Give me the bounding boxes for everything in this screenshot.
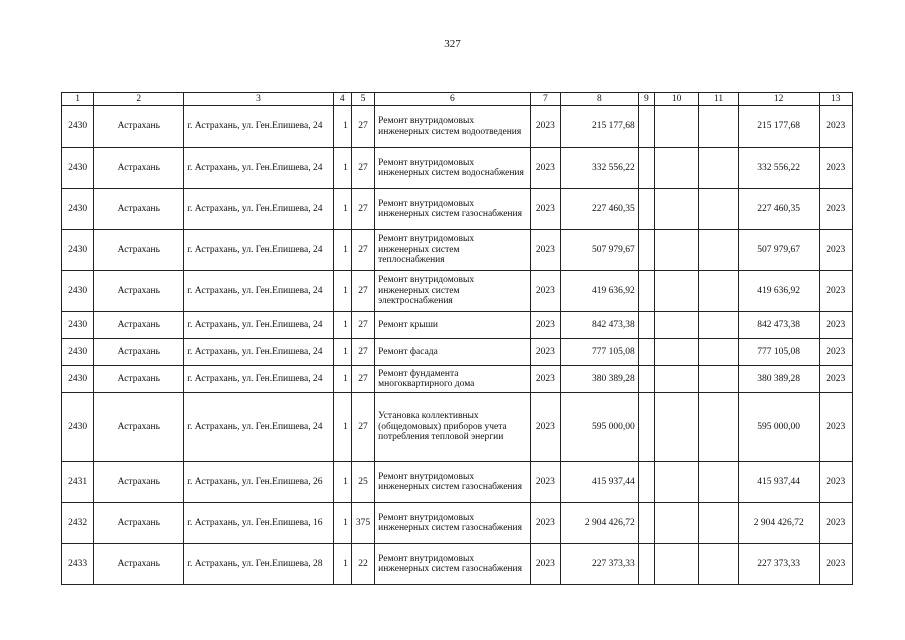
col4-cell: 1 [333,393,351,462]
total-cell: 227 460,35 [738,189,819,230]
column-header-3: 3 [184,93,334,106]
amount-cell: 215 177,68 [560,106,638,148]
end-year-cell: 2023 [819,106,852,148]
city-cell: Астрахань [94,339,184,366]
col5-cell: 22 [351,544,374,585]
work-type-cell: Ремонт внутридомовых инженерных систем теплоснабжения [375,230,531,271]
col4-cell: 1 [333,503,351,544]
amount-cell: 380 389,28 [560,366,638,393]
year-cell: 2023 [530,462,560,503]
work-type-cell: Ремонт внутридомовых инженерных систем водоснабжения [375,148,531,189]
year-cell: 2023 [530,503,560,544]
work-type-cell: Ремонт внутридомовых инженерных систем газоснабжения [375,503,531,544]
col9-cell [638,544,654,585]
column-header-4: 4 [333,93,351,106]
address-cell: г. Астрахань, ул. Ген.Епишева, 24 [184,189,334,230]
col5-cell: 27 [351,366,374,393]
row-id: 2430 [62,148,94,189]
city-cell: Астрахань [94,312,184,339]
col11-cell [699,230,738,271]
amount-cell: 777 105,08 [560,339,638,366]
amount-cell: 415 937,44 [560,462,638,503]
work-type-cell: Ремонт внутридомовых инженерных систем газоснабжения [375,462,531,503]
table-row [62,393,853,462]
total-cell: 419 636,92 [738,271,819,312]
col10-cell [654,339,698,366]
year-cell: 2023 [530,366,560,393]
city-cell: Астрахань [94,462,184,503]
col10-cell [654,393,698,462]
year-cell: 2023 [530,271,560,312]
total-cell: 2 904 426,72 [738,503,819,544]
address-cell: г. Астрахань, ул. Ген.Епишева, 24 [184,339,334,366]
end-year-cell: 2023 [819,366,852,393]
registry-table [61,92,853,585]
column-header-1: 1 [62,93,94,106]
total-cell: 215 177,68 [738,106,819,148]
year-cell: 2023 [530,339,560,366]
total-cell: 227 373,33 [738,544,819,585]
col11-cell [699,339,738,366]
work-type-cell: Ремонт внутридомовых инженерных систем газоснабжения [375,189,531,230]
col11-cell [699,106,738,148]
table-row [62,189,853,230]
amount-cell: 842 473,38 [560,312,638,339]
col5-cell: 25 [351,462,374,503]
page-number: 327 [444,38,461,50]
city-cell: Астрахань [94,106,184,148]
amount-cell: 419 636,92 [560,271,638,312]
col4-cell: 1 [333,271,351,312]
table-row [62,503,853,544]
table-row [62,544,853,585]
address-cell: г. Астрахань, ул. Ген.Епишева, 28 [184,544,334,585]
year-cell: 2023 [530,544,560,585]
column-header-6: 6 [375,93,531,106]
col11-cell [699,271,738,312]
col9-cell [638,189,654,230]
col4-cell: 1 [333,339,351,366]
row-id: 2430 [62,189,94,230]
year-cell: 2023 [530,312,560,339]
total-cell: 415 937,44 [738,462,819,503]
table-row [62,106,853,148]
city-cell: Астрахань [94,544,184,585]
work-type-cell: Ремонт внутридомовых инженерных систем газоснабжения [375,544,531,585]
row-id: 2431 [62,462,94,503]
col5-cell: 27 [351,312,374,339]
col4-cell: 1 [333,462,351,503]
column-header-5: 5 [351,93,374,106]
col10-cell [654,271,698,312]
table-row [62,230,853,271]
table-row [62,462,853,503]
total-cell: 380 389,28 [738,366,819,393]
work-type-cell: Установка коллективных (общедомовых) приборов учета потребления тепловой энергии [375,393,531,462]
col5-cell: 27 [351,230,374,271]
total-cell: 507 979,67 [738,230,819,271]
col4-cell: 1 [333,148,351,189]
table-row [62,312,853,339]
table-body [62,106,853,585]
address-cell: г. Астрахань, ул. Ген.Епишева, 24 [184,148,334,189]
col4-cell: 1 [333,189,351,230]
col4-cell: 1 [333,312,351,339]
col9-cell [638,148,654,189]
col9-cell [638,462,654,503]
end-year-cell: 2023 [819,148,852,189]
amount-cell: 227 460,35 [560,189,638,230]
total-cell: 842 473,38 [738,312,819,339]
column-header-11: 11 [699,93,738,106]
row-id: 2433 [62,544,94,585]
header-row [62,93,853,106]
city-cell: Астрахань [94,230,184,271]
col4-cell: 1 [333,230,351,271]
col9-cell [638,339,654,366]
amount-cell: 2 904 426,72 [560,503,638,544]
col9-cell [638,312,654,339]
column-header-12: 12 [738,93,819,106]
end-year-cell: 2023 [819,189,852,230]
col5-cell: 27 [351,393,374,462]
work-type-cell: Ремонт фасада [375,339,531,366]
end-year-cell: 2023 [819,312,852,339]
col10-cell [654,462,698,503]
col10-cell [654,312,698,339]
col5-cell: 27 [351,339,374,366]
col10-cell [654,230,698,271]
year-cell: 2023 [530,189,560,230]
amount-cell: 507 979,67 [560,230,638,271]
col11-cell [699,366,738,393]
address-cell: г. Астрахань, ул. Ген.Епишева, 26 [184,462,334,503]
column-header-10: 10 [654,93,698,106]
col10-cell [654,503,698,544]
column-header-2: 2 [94,93,184,106]
amount-cell: 227 373,33 [560,544,638,585]
col4-cell: 1 [333,366,351,393]
row-id: 2430 [62,106,94,148]
col11-cell [699,503,738,544]
col9-cell [638,271,654,312]
col10-cell [654,148,698,189]
col11-cell [699,189,738,230]
address-cell: г. Астрахань, ул. Ген.Епишева, 24 [184,106,334,148]
end-year-cell: 2023 [819,544,852,585]
end-year-cell: 2023 [819,230,852,271]
col4-cell: 1 [333,106,351,148]
col5-cell: 27 [351,106,374,148]
col11-cell [699,393,738,462]
address-cell: г. Астрахань, ул. Ген.Епишева, 24 [184,230,334,271]
total-cell: 595 000,00 [738,393,819,462]
table-row [62,366,853,393]
year-cell: 2023 [530,106,560,148]
work-type-cell: Ремонт внутридомовых инженерных систем электроснабжения [375,271,531,312]
col5-cell: 27 [351,271,374,312]
work-type-cell: Ремонт внутридомовых инженерных систем водоотведения [375,106,531,148]
row-id: 2430 [62,312,94,339]
year-cell: 2023 [530,230,560,271]
col10-cell [654,106,698,148]
col10-cell [654,189,698,230]
column-header-9: 9 [638,93,654,106]
row-id: 2432 [62,503,94,544]
col9-cell [638,230,654,271]
total-cell: 332 556,22 [738,148,819,189]
row-id: 2430 [62,339,94,366]
year-cell: 2023 [530,148,560,189]
row-id: 2430 [62,230,94,271]
city-cell: Астрахань [94,503,184,544]
amount-cell: 332 556,22 [560,148,638,189]
col10-cell [654,366,698,393]
address-cell: г. Астрахань, ул. Ген.Епишева, 24 [184,366,334,393]
col9-cell [638,106,654,148]
total-cell: 777 105,08 [738,339,819,366]
year-cell: 2023 [530,393,560,462]
end-year-cell: 2023 [819,462,852,503]
end-year-cell: 2023 [819,339,852,366]
address-cell: г. Астрахань, ул. Ген.Епишева, 24 [184,393,334,462]
address-cell: г. Астрахань, ул. Ген.Епишева, 16 [184,503,334,544]
city-cell: Астрахань [94,148,184,189]
city-cell: Астрахань [94,366,184,393]
col9-cell [638,503,654,544]
column-header-8: 8 [560,93,638,106]
amount-cell: 595 000,00 [560,393,638,462]
table-row [62,271,853,312]
col9-cell [638,366,654,393]
city-cell: Астрахань [94,393,184,462]
table-row [62,339,853,366]
address-cell: г. Астрахань, ул. Ген.Епишева, 24 [184,271,334,312]
end-year-cell: 2023 [819,393,852,462]
col5-cell: 375 [351,503,374,544]
city-cell: Астрахань [94,189,184,230]
col11-cell [699,148,738,189]
end-year-cell: 2023 [819,271,852,312]
col4-cell: 1 [333,544,351,585]
end-year-cell: 2023 [819,503,852,544]
row-id: 2430 [62,393,94,462]
col9-cell [638,393,654,462]
table-row [62,148,853,189]
work-type-cell: Ремонт фундамента многоквартирного дома [375,366,531,393]
col5-cell: 27 [351,148,374,189]
col11-cell [699,462,738,503]
row-id: 2430 [62,271,94,312]
column-header-7: 7 [530,93,560,106]
address-cell: г. Астрахань, ул. Ген.Епишева, 24 [184,312,334,339]
table-header [62,93,853,106]
col5-cell: 27 [351,189,374,230]
work-type-cell: Ремонт крыши [375,312,531,339]
col10-cell [654,544,698,585]
column-header-13: 13 [819,93,852,106]
col11-cell [699,312,738,339]
row-id: 2430 [62,366,94,393]
col11-cell [699,544,738,585]
city-cell: Астрахань [94,271,184,312]
